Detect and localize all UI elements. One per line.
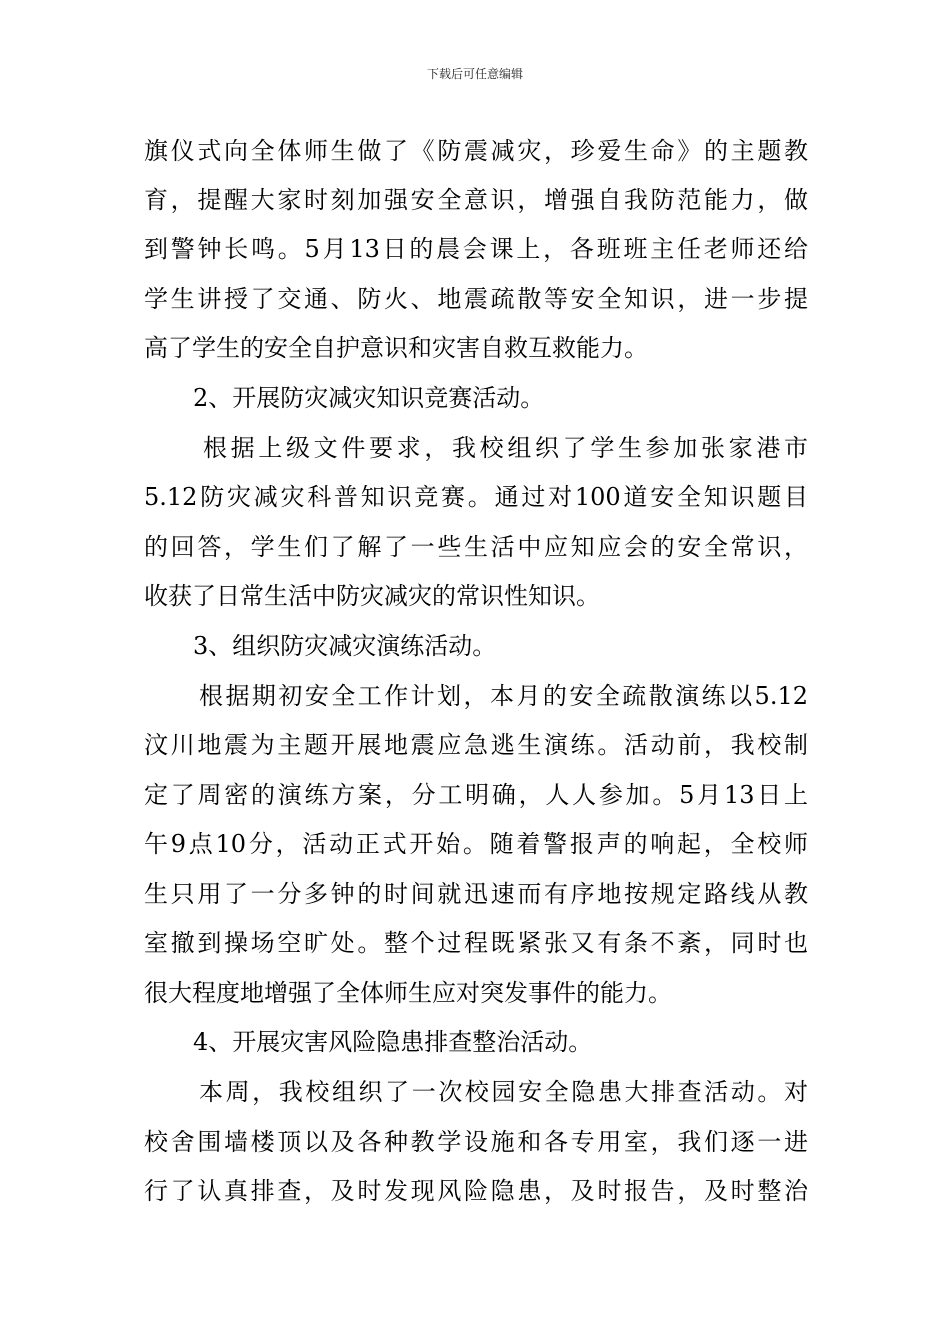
text-line: 校舍围墙楼顶以及各种教学设施和各专用室，我们逐一进: [144, 1128, 808, 1156]
section-heading: 4、开展灾害风险隐患排查整治活动。: [193, 1028, 593, 1056]
text-line: 根据上级文件要求，我校组织了学生参加张家港市: [203, 434, 808, 462]
text-line: 到警钟长鸣。5月13日的晨会课上，各班班主任老师还给: [144, 235, 808, 263]
text-line: 午9点10分，活动正式开始。随着警报声的响起，全校师: [144, 830, 808, 858]
text-line: 室撤到操场空旷处。整个过程既紧张又有条不紊，同时也: [144, 929, 808, 957]
text-line: 收获了日常生活中防灾减灾的常识性知识。: [144, 582, 600, 610]
text-line: 高了学生的安全自护意识和灾害自救互救能力。: [144, 334, 648, 362]
section-heading: 2、开展防灾减灾知识竞赛活动。: [193, 384, 545, 412]
text-line: 5.12防灾减灾科普知识竞赛。通过对100道安全知识题目: [144, 483, 808, 511]
text-line: 定了周密的演练方案，分工明确，人人参加。5月13日上: [144, 781, 808, 809]
text-line: 本周，我校组织了一次校园安全隐患大排查活动。对: [199, 1078, 808, 1106]
page-header: 下载后可任意编辑: [426, 67, 523, 81]
text-line: 根据期初安全工作计划，本月的安全疏散演练以5.12: [199, 682, 808, 710]
text-line: 汶川地震为主题开展地震应急逃生演练。活动前，我校制: [144, 731, 808, 759]
text-line: 的回答，学生们了解了一些生活中应知应会的安全常识，: [144, 533, 808, 561]
text-line: 生只用了一分多钟的时间就迅速而有序地按规定路线从教: [144, 880, 808, 908]
text-line: 行了认真排查，及时发现风险隐患，及时报告，及时整治: [144, 1177, 808, 1205]
section-heading: 3、组织防灾减灾演练活动。: [193, 632, 497, 660]
text-line: 学生讲授了交通、防火、地震疏散等安全知识，进一步提: [144, 285, 808, 313]
text-line: 育，提醒大家时刻加强安全意识，增强自我防范能力，做: [144, 186, 808, 214]
text-line: 旗仪式向全体师生做了《防震减灾，珍爱生命》的主题教: [144, 137, 808, 165]
text-line: 很大程度地增强了全体师生应对突发事件的能力。: [144, 979, 672, 1007]
